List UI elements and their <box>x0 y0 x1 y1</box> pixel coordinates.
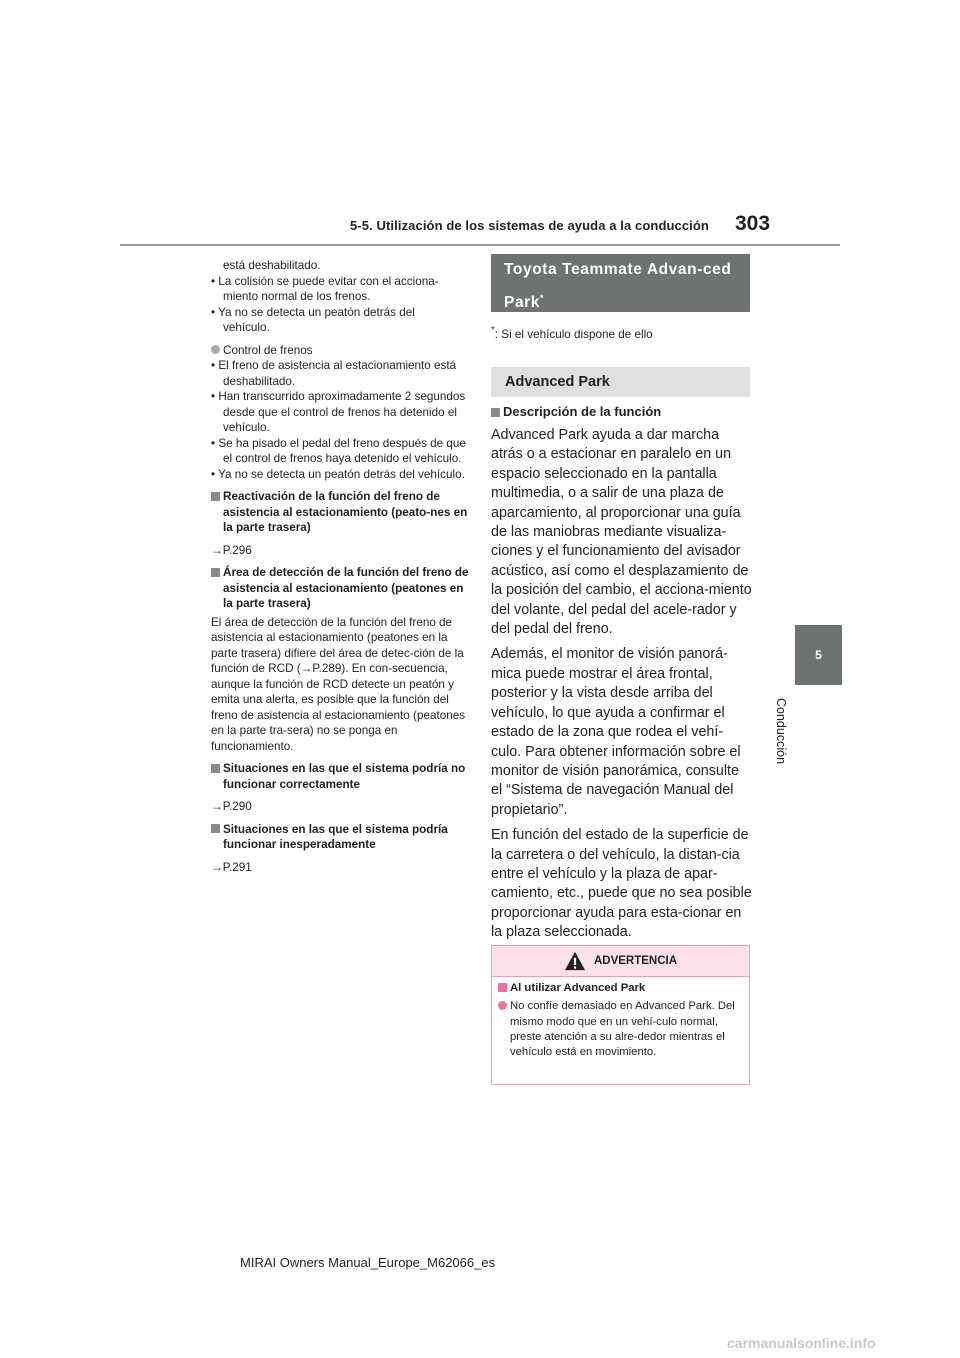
banner-asterisk: * <box>540 293 545 303</box>
chapter-label: Conducción <box>774 698 788 765</box>
page-reference-link[interactable]: →P.291 <box>211 860 252 874</box>
detection-area-text: El área de detección de la función del freno de asistencia al estacionamiento (peatones en la parte trasera) difiere del área de detec-ción de la función de RCD (→P.289). En con-secuencia, aunque la función de RCD detecte un peatón y emita una alerta, es posible que la función del freno de asistencia al estacionamiento (peatones en la parte tra-sera) no se ponga en funcionamiento. <box>211 615 466 753</box>
chapter-side-label <box>772 698 812 788</box>
paragraph: Además, el monitor de visión panorá-mica puede mostrar el área frontal, posterior y la vista desde arriba del vehículo, lo que ayuda a confirmar el estado de la zona que rodea el vehí-culo. Para obtener información sobre el monitor de visión panorámica, consulte el “Sistema de navegación Manual del propietario”. <box>491 646 741 818</box>
footnote-asterisk: * <box>491 325 495 336</box>
detection-area-heading: Área de detección de la función del freno de asistencia al estacionamiento (peatones en la parte trasera) <box>211 565 473 612</box>
list-item: • Se ha pisado el pedal del freno después de que el control de frenos haya detenido el vehículo. <box>211 436 466 465</box>
warning-text: No confíe demasiado en Advanced Park. Del mismo modo que en un vehí-culo normal, preste atención a su alre-dedor mientras el vehículo está en movimiento. <box>498 999 738 1060</box>
warning-header <box>492 946 749 977</box>
footnote: *: Si el vehículo dispone de ello <box>491 325 653 341</box>
warning-box <box>491 945 750 1085</box>
square-bullet-icon <box>491 408 500 417</box>
section-title: 5-5. Utilización de los sistemas de ayuda a la conducción <box>350 218 709 233</box>
description-body <box>491 426 753 949</box>
watermark: carmanualsonline.info <box>727 1335 876 1351</box>
paragraph: En función del estado de la superficie de la carretera o del vehículo, la distan-cia entre el vehículo y la plaza de apar-camiento, etc., puede que no sea posible proporcionar ayuda para esta-cionar en la plaza seleccionada. <box>491 827 752 941</box>
paragraph: Advanced Park ayuda a dar marcha atrás o a estacionar en paralelo en un espacio seleccionado en la pantalla multimedia, o a salir de una plaza de aparcamiento, al proporcionar una guía de las maniobras mediante visualiza-ciones y el funcionamiento del avisador acústico, así como el desplazamiento de la posición del cambio, el acciona-miento del volante, del pedal del acele-rador y del pedal del freno. <box>491 427 752 638</box>
chapter-number: 5 <box>815 648 822 662</box>
square-bullet-icon <box>211 568 220 577</box>
manual-name: MIRAI Owners Manual_Europe_M62066_es <box>240 1255 496 1270</box>
intro-line: • La colisión se puede evitar con el acciona- miento normal de los frenos. <box>211 274 439 303</box>
intro-line: • Ya no se detecta un peatón detrás del vehículo. <box>211 305 415 334</box>
left-column <box>211 258 473 875</box>
warning-triangle-icon <box>564 950 586 972</box>
square-bullet-icon <box>211 824 220 833</box>
bullet-dot-icon <box>211 345 220 354</box>
list-item: • Ya no se detecta un peatón detrás del vehículo. <box>211 467 465 481</box>
intro-line: está deshabilitado. <box>223 259 321 272</box>
header-rule <box>120 244 840 246</box>
not-work-heading: Situaciones en las que el sistema podría no funcionar correctamente <box>211 761 473 792</box>
page-reference-link[interactable]: →P.296 <box>211 543 252 557</box>
brake-control-title: Control de frenos <box>211 343 473 359</box>
warning-label: ADVERTENCIA <box>593 955 678 967</box>
reactivation-heading: Reactivación de la función del freno de asistencia al estacionamiento (peato-nes en la parte trasera) <box>211 489 473 536</box>
list-item: • Han transcurrido aproximadamente 2 segundos desde que el control de frenos ha detenido el vehículo. <box>211 390 466 434</box>
bullet-dot-icon <box>498 1001 507 1010</box>
feature-banner: Toyota Teammate Advan-ced Park* <box>491 254 750 312</box>
description-heading: Descripción de la función <box>491 404 661 419</box>
unexpected-heading: Situaciones en las que el sistema podría funcionar inesperadamente <box>211 822 473 853</box>
page-reference-link[interactable]: →P.290 <box>211 800 252 813</box>
section-heading: Advanced Park <box>491 367 750 397</box>
chapter-tab[interactable] <box>795 625 842 685</box>
page-number: 303 <box>735 212 771 235</box>
square-bullet-icon <box>211 764 220 773</box>
list-item: • El freno de asistencia al estacionamiento está deshabilitado. <box>211 359 457 388</box>
square-bullet-icon <box>211 492 220 501</box>
square-bullet-icon <box>498 983 507 992</box>
warning-subtitle: Al utilizar Advanced Park <box>498 981 738 996</box>
